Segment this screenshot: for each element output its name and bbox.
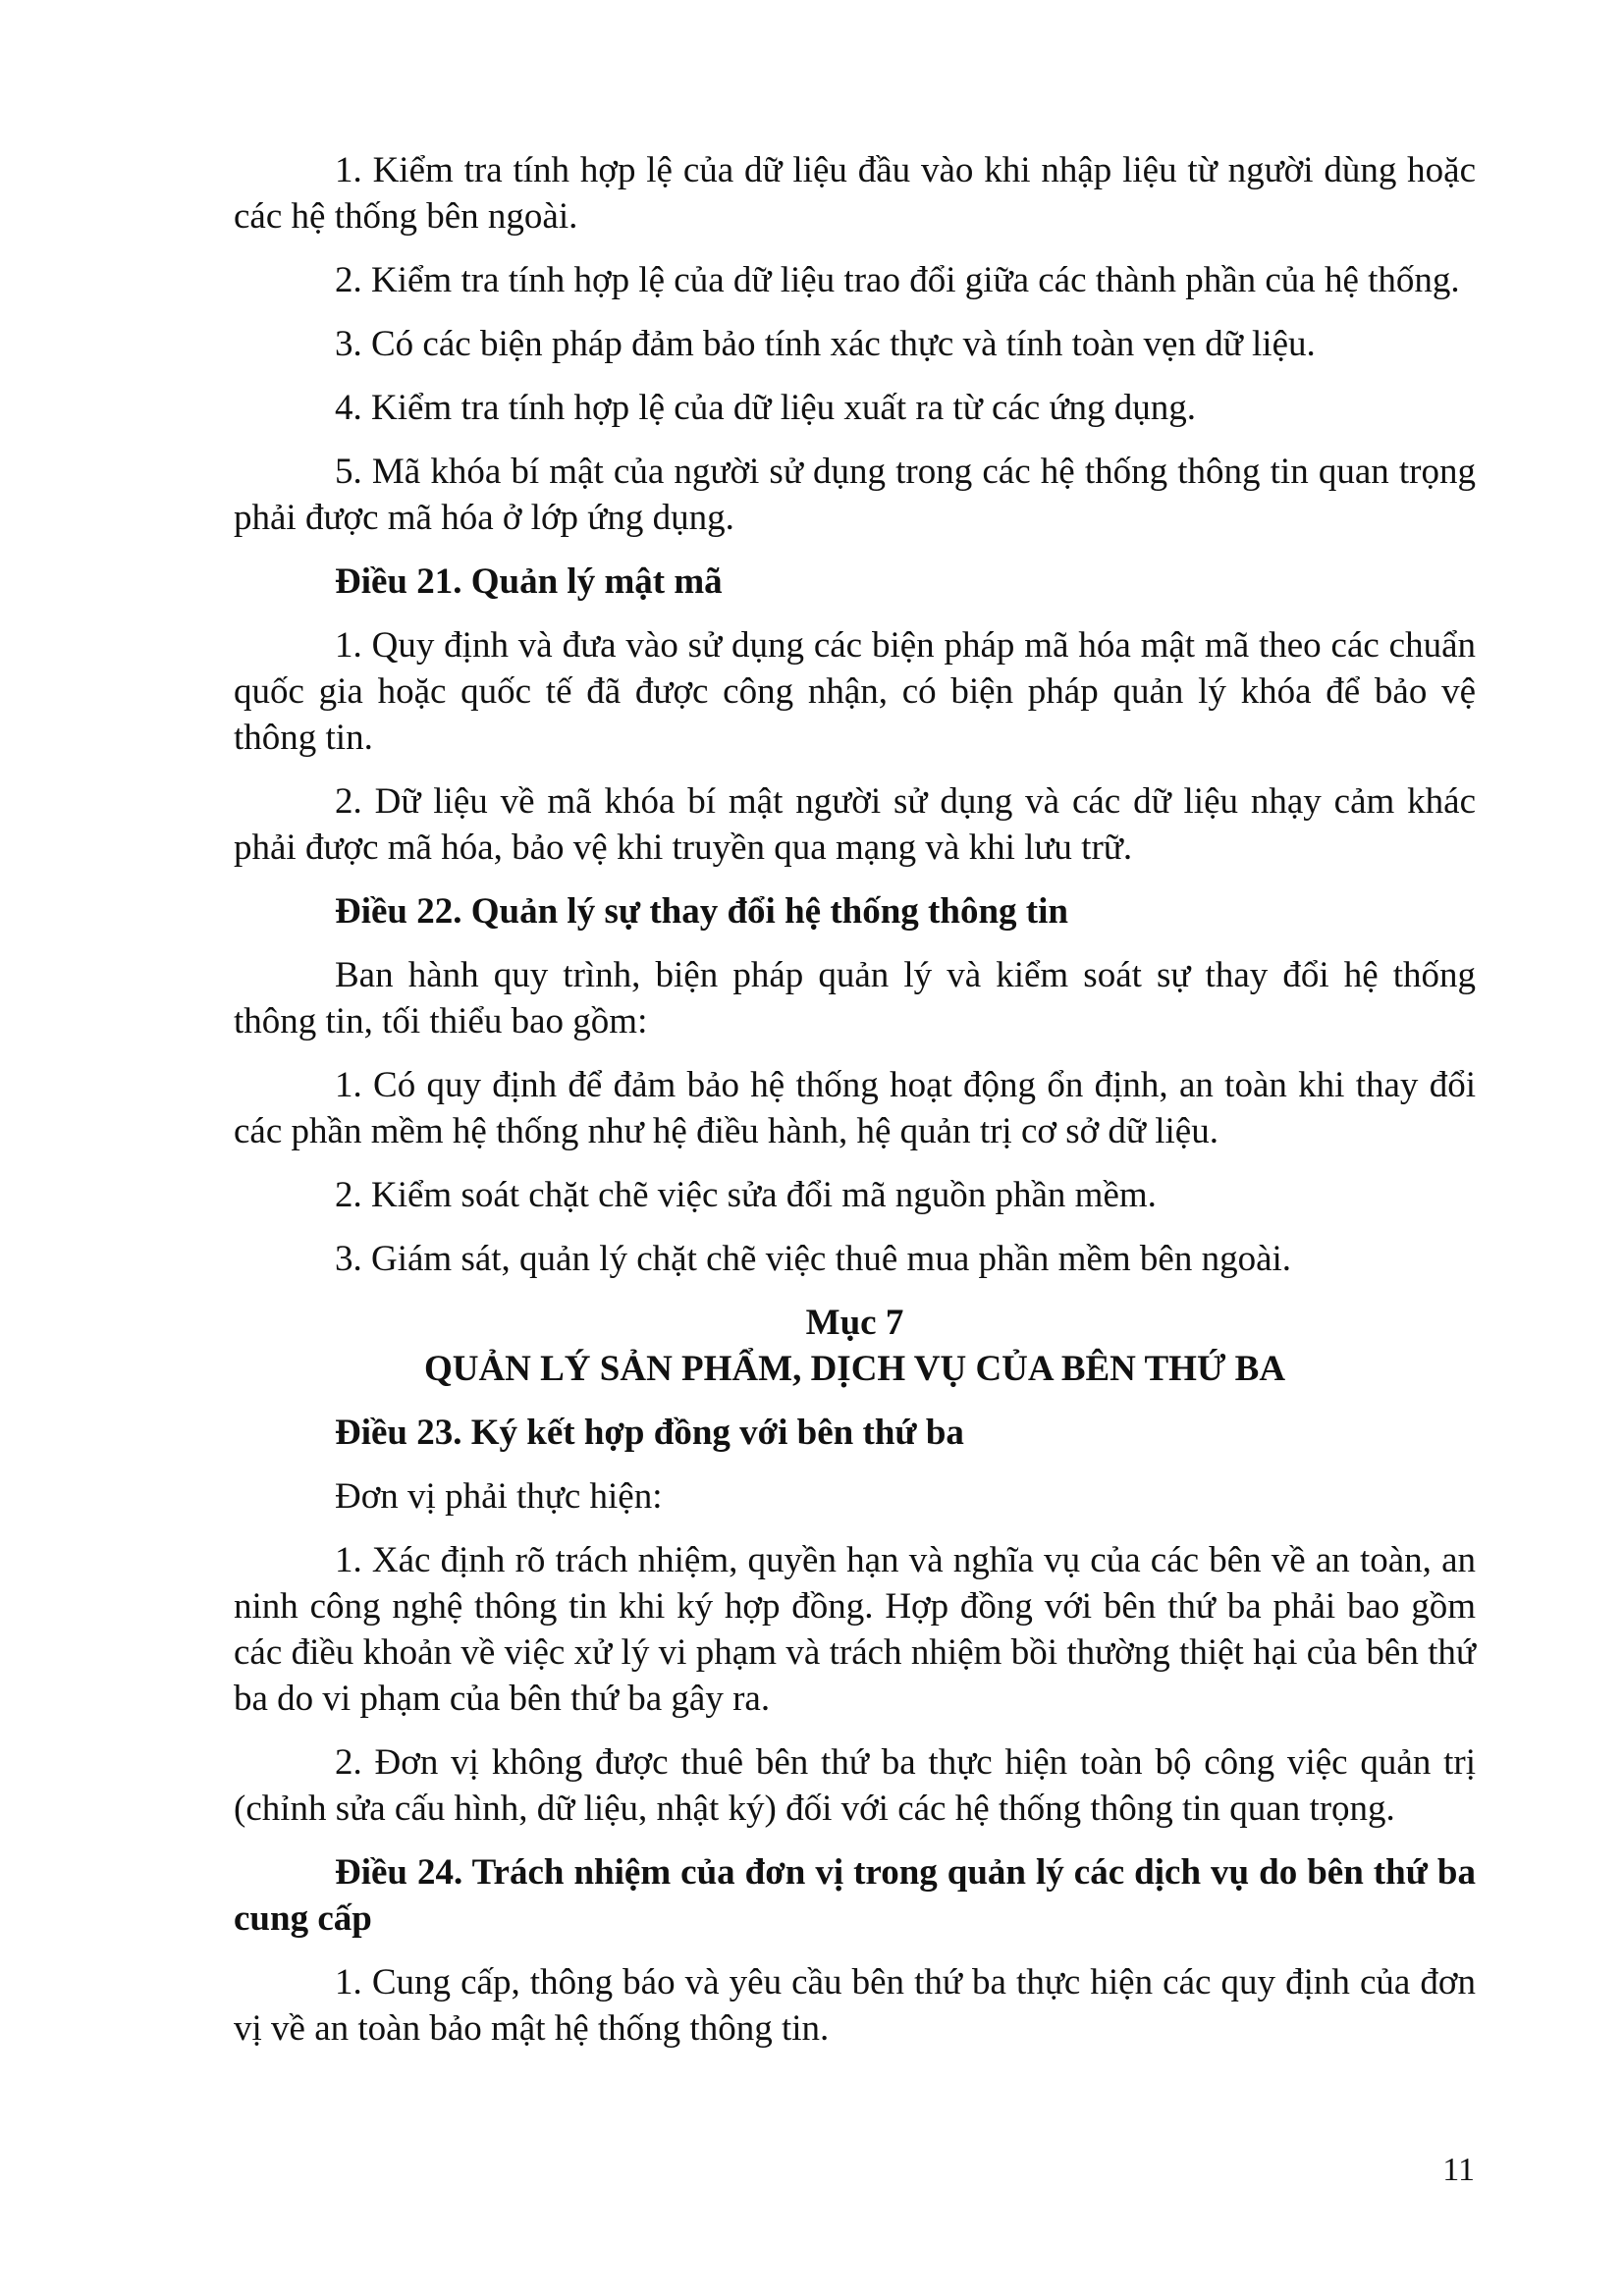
clause-20-item-4: 4. Kiểm tra tính hợp lệ của dữ liệu xuất ra từ các ứng dụng. <box>335 388 1197 428</box>
page-number: 11 <box>1442 2152 1475 2188</box>
document-body <box>234 147 1476 2069</box>
clause-22-item-2: 2. Kiểm soát chặt chẽ việc sửa đổi mã nguồn phần mềm. <box>335 1175 1157 1215</box>
clause-22-intro: Ban hành quy trình, biện pháp quản lý và kiểm soát sự thay đổi hệ thống thông tin, tối thiểu bao gồm: <box>234 955 1476 1041</box>
clause-20-item-5: 5. Mã khóa bí mật của người sử dụng trong các hệ thống thông tin quan trọng phải được mã hóa ở lớp ứng dụng. <box>234 452 1476 538</box>
section-7-title: Mục 7 <box>805 1303 904 1343</box>
clause-23-intro: Đơn vị phải thực hiện: <box>335 1476 663 1517</box>
article-22-heading: Điều 22. Quản lý sự thay đổi hệ thống thông tin <box>335 891 1068 932</box>
clause-21-item-1: 1. Quy định và đưa vào sử dụng các biện pháp mã hóa mật mã theo các chuẩn quốc gia hoặc quốc tế đã được công nhận, có biện pháp quản lý khóa để bảo vệ thông tin. <box>234 625 1476 758</box>
article-21-heading: Điều 21. Quản lý mật mã <box>335 561 723 602</box>
clause-23-item-1: 1. Xác định rõ trách nhiệm, quyền hạn và nghĩa vụ của các bên về an toàn, an ninh công nghệ thông tin khi ký hợp đồng. Hợp đồng với bên thứ ba phải bao gồm các điều khoản về việc xử lý vi phạm và trách nhiệm bồi thường thiệt hại của bên thứ ba do vi phạm của bên thứ ba gây ra. <box>234 1540 1476 1719</box>
clause-24-item-1: 1. Cung cấp, thông báo và yêu cầu bên thứ ba thực hiện các quy định của đơn vị về an toàn bảo mật hệ thống thông tin. <box>234 1962 1476 2049</box>
clause-20-item-2: 2. Kiểm tra tính hợp lệ của dữ liệu trao đổi giữa các thành phần của hệ thống. <box>335 260 1460 300</box>
clause-21-item-2: 2. Dữ liệu về mã khóa bí mật người sử dụng và các dữ liệu nhạy cảm khác phải được mã hóa, bảo vệ khi truyền qua mạng và khi lưu trữ. <box>234 781 1476 868</box>
clause-22-item-1: 1. Có quy định để đảm bảo hệ thống hoạt động ổn định, an toàn khi thay đổi các phần mềm hệ thống như hệ điều hành, hệ quản trị cơ sở dữ liệu. <box>234 1065 1476 1151</box>
clause-23-item-2: 2. Đơn vị không được thuê bên thứ ba thực hiện toàn bộ công việc quản trị (chỉnh sửa cấu hình, dữ liệu, nhật ký) đối với các hệ thống thông tin quan trọng. <box>234 1742 1476 1829</box>
clause-22-item-3: 3. Giám sát, quản lý chặt chẽ việc thuê mua phần mềm bên ngoài. <box>335 1239 1292 1279</box>
article-24-heading: Điều 24. Trách nhiệm của đơn vị trong quản lý các dịch vụ do bên thứ ba cung cấp <box>234 1852 1476 1939</box>
clause-20-item-1: 1. Kiểm tra tính hợp lệ của dữ liệu đầu vào khi nhập liệu từ người dùng hoặc các hệ thống bên ngoài. <box>234 150 1476 237</box>
article-23-heading: Điều 23. Ký kết hợp đồng với bên thứ ba <box>335 1413 964 1453</box>
section-7-subtitle: QUẢN LÝ SẢN PHẨM, DỊCH VỤ CỦA BÊN THỨ BA <box>423 1349 1286 1389</box>
clause-20-item-3: 3. Có các biện pháp đảm bảo tính xác thực và tính toàn vẹn dữ liệu. <box>335 324 1316 364</box>
